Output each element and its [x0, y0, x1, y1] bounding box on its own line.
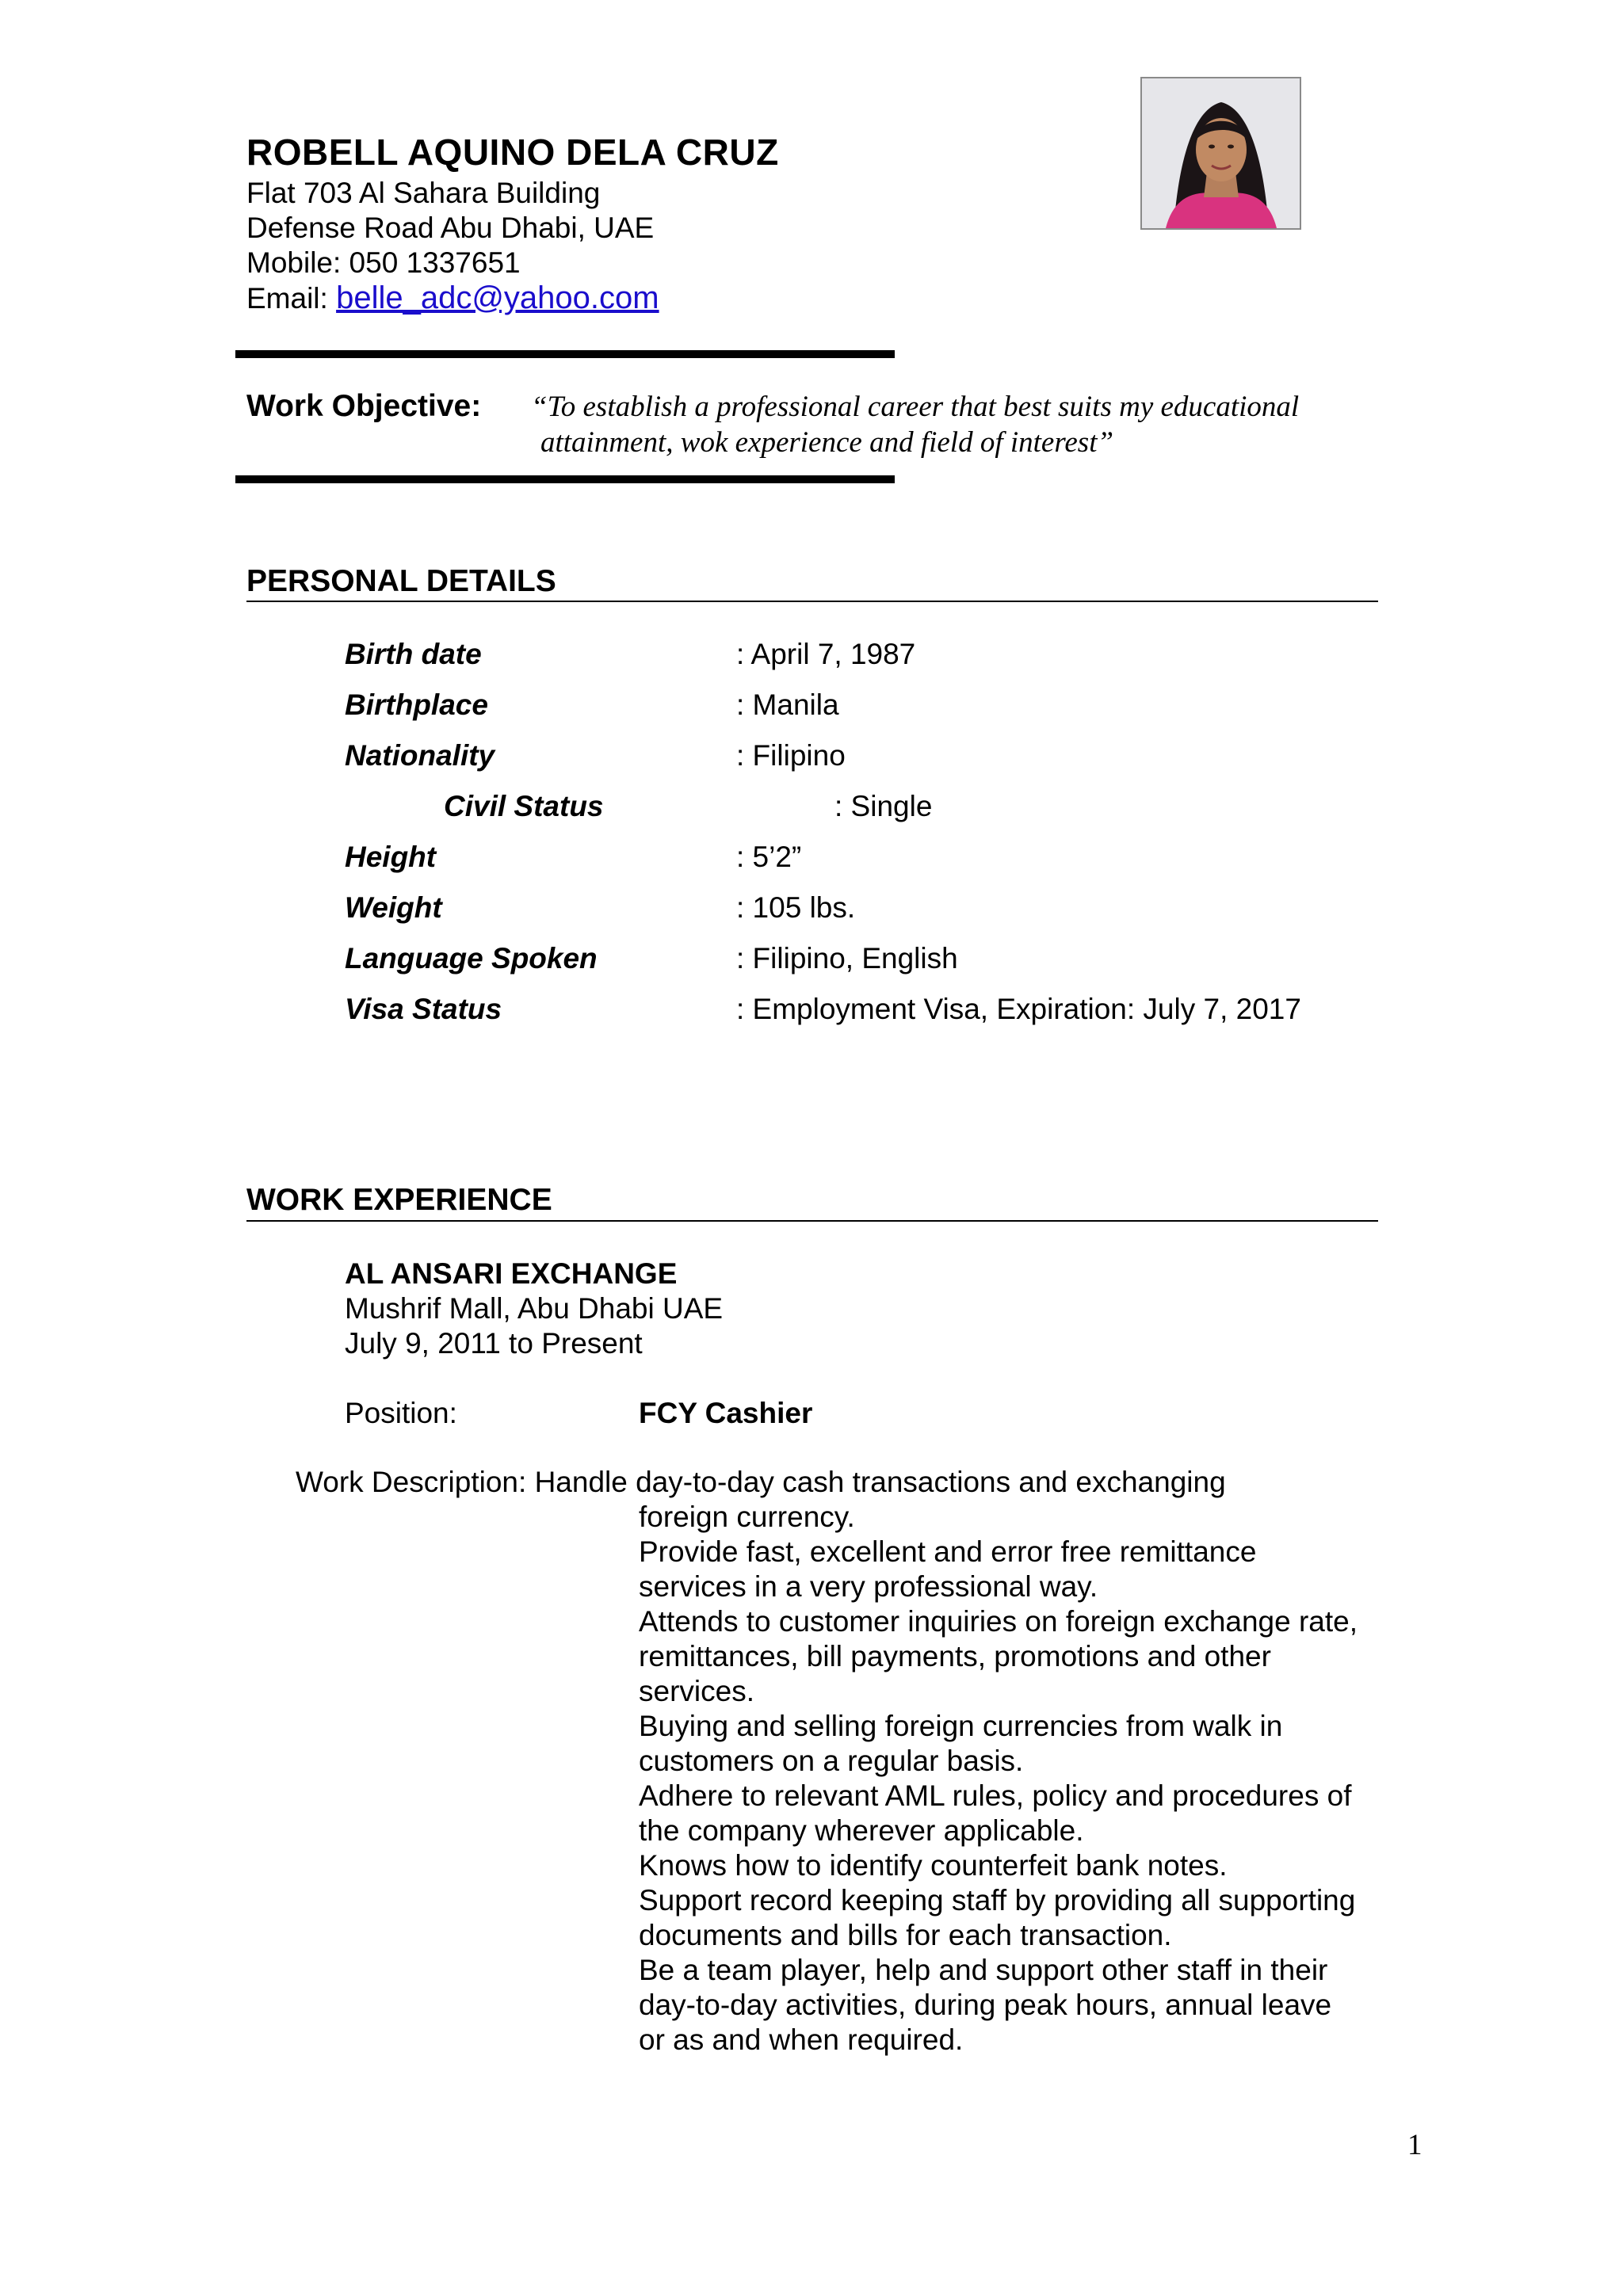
position-title: FCY Cashier	[639, 1397, 813, 1429]
address-line-1: Flat 703 Al Sahara Building	[246, 177, 601, 209]
work-description-line: Attends to customer inquiries on foreign exchange rate,	[639, 1605, 1358, 1638]
detail-label: Birth date	[345, 638, 482, 670]
work-description-label: Work Description:	[296, 1466, 535, 1498]
detail-label: Language Spoken	[345, 942, 598, 974]
objective-label: Work Objective:	[246, 389, 482, 423]
detail-label: Birthplace	[345, 688, 488, 721]
work-description-line: the company wherever applicable.	[639, 1814, 1084, 1847]
detail-value: : April 7, 1987	[736, 638, 916, 670]
address-line-2: Defense Road Abu Dhabi, UAE	[246, 212, 655, 244]
detail-label: Weight	[345, 891, 442, 924]
work-description-line: Provide fast, excellent and error free remittance	[639, 1535, 1257, 1568]
work-description-line: Buying and selling foreign currencies from walk in	[639, 1710, 1283, 1742]
employment-dates: July 9, 2011 to Present	[345, 1327, 643, 1360]
work-description-line: or as and when required.	[639, 2023, 964, 2056]
company-location: Mushrif Mall, Abu Dhabi UAE	[345, 1292, 724, 1325]
detail-value: : Filipino	[736, 739, 846, 772]
detail-value: : 105 lbs.	[736, 891, 856, 924]
detail-value: : 5’2”	[736, 841, 802, 873]
work-description-line: foreign currency.	[639, 1501, 855, 1533]
page-number: 1	[1407, 2129, 1423, 2161]
detail-value: : Employment Visa, Expiration: July 7, 2017	[736, 993, 1301, 1025]
work-description-line: customers on a regular basis.	[639, 1745, 1024, 1777]
work-experience-heading: WORK EXPERIENCE	[246, 1183, 552, 1217]
work-description-line: remittances, bill payments, promotions and other	[639, 1640, 1271, 1672]
work-description-text: Handle day-to-day cash transactions and exchanging	[534, 1466, 1226, 1498]
header-divider-bottom	[235, 475, 895, 483]
detail-label: Nationality	[345, 739, 495, 772]
work-description-line: services in a very professional way.	[639, 1570, 1098, 1603]
detail-label: Height	[345, 841, 437, 873]
work-description-line: day-to-day activities, during peak hours, annual leave	[639, 1989, 1332, 2021]
detail-value: : Single	[834, 790, 933, 822]
work-description-line: Support record keeping staff by providing all supporting	[639, 1884, 1356, 1917]
objective-line-1: “To establish a professional career that best suits my educational	[531, 391, 1300, 423]
position-label: Position:	[345, 1397, 457, 1429]
objective-text	[531, 389, 1371, 460]
email-label: Email:	[246, 282, 337, 315]
detail-row-birth-date	[345, 637, 482, 672]
personal-details-heading: PERSONAL DETAILS	[246, 564, 556, 598]
profile-photo	[1140, 77, 1301, 230]
work-description-line: documents and bills for each transaction.	[639, 1919, 1172, 1951]
header-divider-top	[235, 350, 895, 358]
detail-value: : Manila	[736, 688, 839, 721]
detail-label: Visa Status	[345, 993, 502, 1025]
work-description-first-line	[296, 1465, 1226, 1500]
work-description-line: Adhere to relevant AML rules, policy and procedures of	[639, 1779, 1352, 1812]
work-description-line: services.	[639, 1675, 754, 1707]
work-description-line: Be a team player, help and support other staff in their	[639, 1954, 1328, 1986]
mobile-number: Mobile: 050 1337651	[246, 246, 521, 279]
detail-label: Civil Status	[444, 790, 604, 822]
objective-line-2: attainment, wok experience and field of interest”	[540, 426, 1114, 459]
email-line	[246, 280, 659, 316]
applicant-name: ROBELL AQUINO DELA CRUZ	[246, 132, 779, 173]
work-experience-rule	[246, 1220, 1378, 1222]
personal-details-rule	[246, 601, 1378, 602]
email-link[interactable]: belle_adc@yahoo.com	[336, 280, 659, 315]
company-name: AL ANSARI EXCHANGE	[345, 1257, 678, 1290]
detail-value: : Filipino, English	[736, 942, 958, 974]
work-description-line: Knows how to identify counterfeit bank notes.	[639, 1849, 1228, 1882]
